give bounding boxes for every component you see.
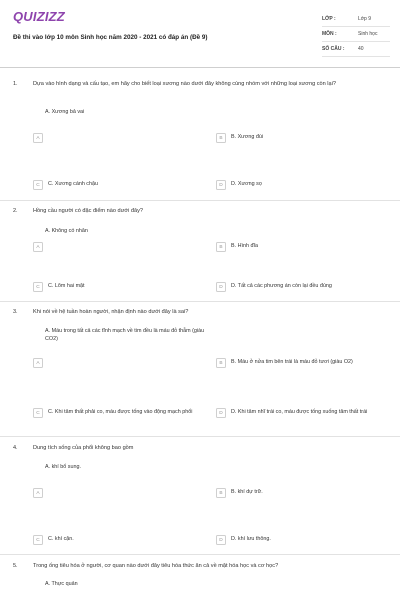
option-d[interactable]	[216, 408, 392, 418]
option-b-text: B. Xương đùi	[231, 134, 264, 140]
meta-label: MÔN :	[322, 31, 337, 37]
option-c-box[interactable]: C	[33, 535, 43, 545]
option-a-text: A. khí bổ sung.	[45, 464, 81, 470]
question-number: 4.	[13, 445, 18, 451]
option-a-box[interactable]: A	[33, 358, 43, 368]
question-text: Dựa vào hình dạng và cấu tạo, em hãy cho biết loại xương nào dưới đây không cùng nhóm với những loại xương còn lại?	[33, 81, 337, 87]
option-a-text: A. Máu trong tất cả các tĩnh mạch về tim đều là máu đỏ thẫm (giàu CO2)	[45, 328, 205, 342]
option-d-text: D. Xương sọ	[231, 181, 262, 187]
option-c-box[interactable]: C	[33, 180, 43, 190]
option-b[interactable]	[216, 358, 396, 368]
option-b-box[interactable]: B	[216, 488, 226, 498]
option-a[interactable]	[33, 488, 43, 498]
option-a-text: A. Thực quản	[45, 581, 78, 587]
option-d-box[interactable]: D	[216, 535, 226, 545]
meta-table	[322, 12, 390, 57]
question-number: 5.	[13, 563, 18, 569]
question-text: Hồng cầu người có đặc điểm nào dưới đây?	[33, 208, 143, 214]
option-a-text: A. Xương bả vai	[45, 109, 85, 115]
meta-row-count	[322, 42, 390, 57]
option-d-box[interactable]: D	[216, 180, 226, 190]
option-c-box[interactable]: C	[33, 408, 43, 418]
quizizz-logo: QUIZIZZ	[13, 9, 65, 24]
option-c[interactable]	[33, 282, 85, 292]
option-d-text: D. Tất cả các phương án còn lại đều đúng	[231, 283, 332, 289]
option-c[interactable]	[33, 180, 98, 190]
option-b-box[interactable]: B	[216, 242, 226, 252]
question-divider	[0, 554, 400, 555]
option-b[interactable]	[216, 488, 263, 498]
worksheet-header	[0, 0, 400, 68]
meta-label: SỐ CÂU :	[322, 46, 345, 52]
option-c[interactable]	[33, 408, 211, 418]
question-divider	[0, 200, 400, 201]
meta-value: Sinh học	[358, 31, 378, 37]
option-d[interactable]	[216, 282, 332, 292]
option-c[interactable]	[33, 535, 74, 545]
question-divider	[0, 301, 400, 302]
option-a-box[interactable]: A	[33, 242, 43, 252]
option-b-box[interactable]: B	[216, 358, 226, 368]
question-text: Khi nói về hệ tuần hoàn người, nhận định nào dưới đây là sai?	[33, 309, 189, 315]
option-d[interactable]	[216, 535, 271, 545]
option-d[interactable]	[216, 180, 262, 190]
question-number: 1.	[13, 81, 18, 87]
option-c-text: C. khí cặn.	[48, 536, 74, 542]
option-b[interactable]	[216, 242, 258, 252]
option-a-box[interactable]: A	[33, 488, 43, 498]
meta-label: LỚP :	[322, 16, 336, 22]
question-number: 3.	[13, 309, 18, 315]
option-b-text: B. Máu ở nửa tim bên trái là máu đỏ tươi (giàu O2)	[231, 359, 353, 365]
option-c-box[interactable]: C	[33, 282, 43, 292]
option-a[interactable]	[33, 358, 43, 368]
option-b-text: B. Hình đĩa	[231, 243, 258, 249]
option-a-text: A. Không có nhân	[45, 228, 88, 234]
option-d-box[interactable]: D	[216, 282, 226, 292]
option-d-text: D. khí lưu thông.	[231, 536, 271, 542]
question-divider	[0, 436, 400, 437]
option-b[interactable]	[216, 133, 263, 143]
option-b-text: B. khí dự trữ.	[231, 489, 263, 495]
option-a-box[interactable]: A	[33, 133, 43, 143]
meta-row-class	[322, 12, 390, 27]
meta-value: 40	[358, 46, 364, 52]
question-text: Dung tích sống của phổi không bao gồm	[33, 445, 134, 451]
option-a[interactable]	[33, 133, 43, 143]
question-number: 2.	[13, 208, 18, 214]
meta-value: Lớp 9	[358, 16, 372, 22]
option-d-text: D. Khi tâm nhĩ trái co, máu được tống xuống tâm thất trái	[231, 409, 368, 415]
option-c-text: C. Khi tâm thất phải co, máu được tống vào động mạch phổi	[48, 409, 193, 415]
question-text: Trong ống tiêu hóa ở người, cơ quan nào dưới đây tiêu hóa thức ăn cả về mặt hóa học và cơ học?	[33, 563, 279, 569]
option-b-box[interactable]: B	[216, 133, 226, 143]
option-d-box[interactable]: D	[216, 408, 226, 418]
page-title: Đề thi vào lớp 10 môn Sinh học năm 2020 - 2021 có đáp án (Đề 9)	[13, 34, 208, 41]
option-c-text: C. Lõm hai mặt	[48, 283, 85, 289]
meta-row-subject	[322, 27, 390, 42]
option-a[interactable]	[33, 242, 43, 252]
option-c-text: C. Xương cánh chậu	[48, 181, 98, 187]
